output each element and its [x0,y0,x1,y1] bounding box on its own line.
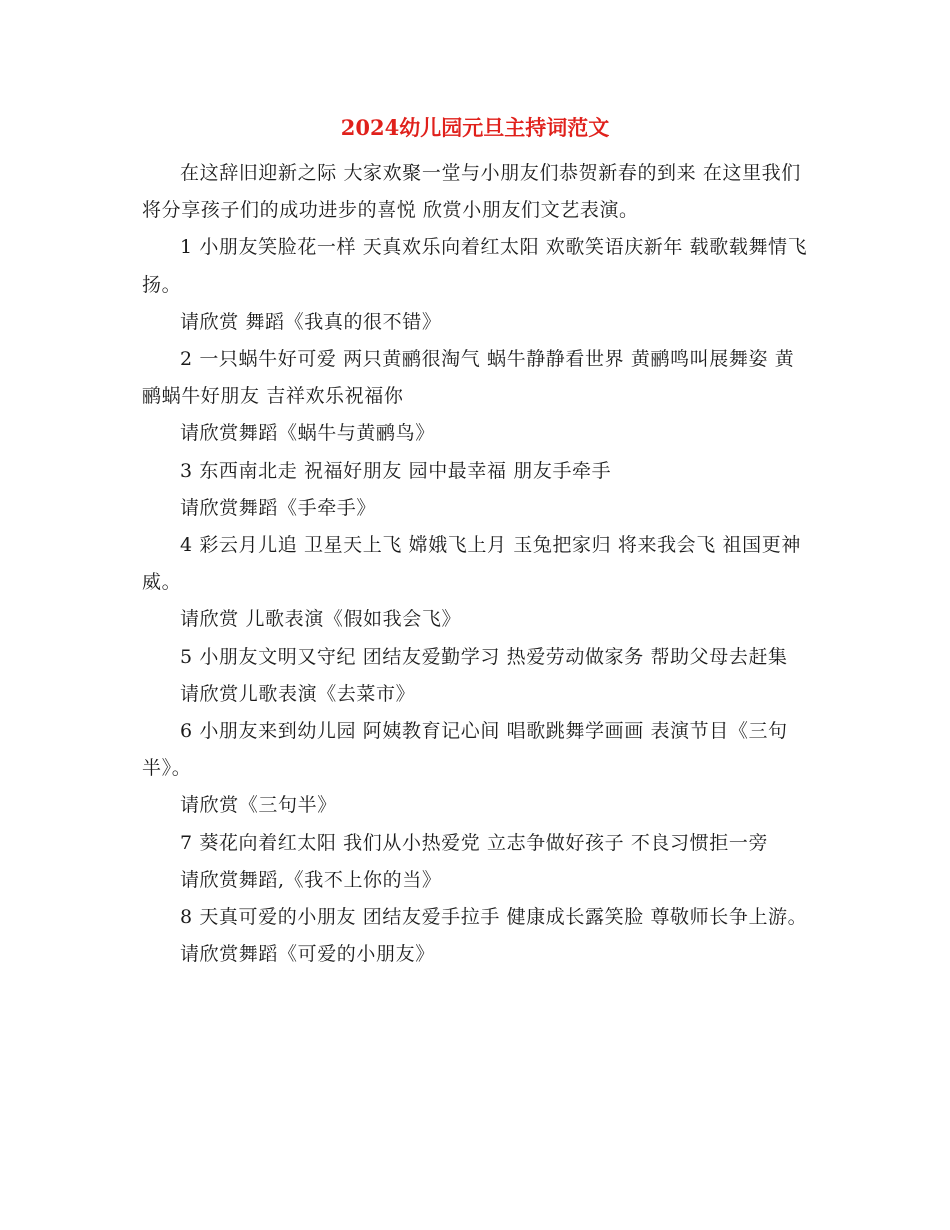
paragraph-program-4: 请欣赏 儿歌表演《假如我会飞》 [180,608,462,631]
paragraph-program-7: 请欣赏舞蹈,《我不上你的当》 [180,868,442,891]
paragraph-verse-8: 8 天真可爱的小朋友 团结友爱手拉手 健康成长露笑脸 尊敬师长争上游。 [180,906,808,929]
document-title: 2024幼儿园元旦主持词范文 [340,115,610,140]
paragraph-program-5: 请欣赏儿歌表演《去菜市》 [180,682,416,705]
paragraph-verse-6: 6 小朋友来到幼儿园 阿姨教育记心间 唱歌跳舞学画画 表演节目《三句半》。 [142,720,788,780]
paragraph-program-2: 请欣赏舞蹈《蜗牛与黄鹂鸟》 [180,422,435,445]
paragraph-verse-1: 1 小朋友笑脸花一样 天真欢乐向着红太阳 欢歌笑语庆新年 载歌载舞情飞扬。 [142,236,808,296]
paragraph-verse-4: 4 彩云月儿追 卫星天上飞 嫦娥飞上月 玉兔把家归 将来我会飞 祖国更神威。 [142,534,801,594]
paragraph-program-8: 请欣赏舞蹈《可爱的小朋友》 [180,943,435,966]
paragraph-program-3: 请欣赏舞蹈《手牵手》 [180,496,377,519]
document-body [142,155,810,973]
paragraph-verse-2: 2 一只蜗牛好可爱 两只黄鹂很淘气 蜗牛静静看世界 黄鹂鸣叫展舞姿 黄鹂蜗牛好朋友 吉祥欢乐祝福你 [142,348,795,408]
paragraph-intro: 在这辞旧迎新之际 大家欢聚一堂与小朋友们恭贺新春的到来 在这里我们将分享孩子们的成功进步的喜悦 欣赏小朋友们文艺表演。 [142,162,801,222]
paragraph-program-6: 请欣赏《三句半》 [180,794,337,817]
paragraph-verse-7: 7 葵花向着红太阳 我们从小热爱党 立志争做好孩子 不良习惯拒一旁 [180,831,769,854]
paragraph-verse-5: 5 小朋友文明又守纪 团结友爱勤学习 热爱劳动做家务 帮助父母去赶集 [180,645,788,668]
paragraph-verse-3: 3 东西南北走 祝福好朋友 园中最幸福 朋友手牵手 [180,459,612,482]
paragraph-program-1: 请欣赏 舞蹈《我真的很不错》 [180,310,442,333]
